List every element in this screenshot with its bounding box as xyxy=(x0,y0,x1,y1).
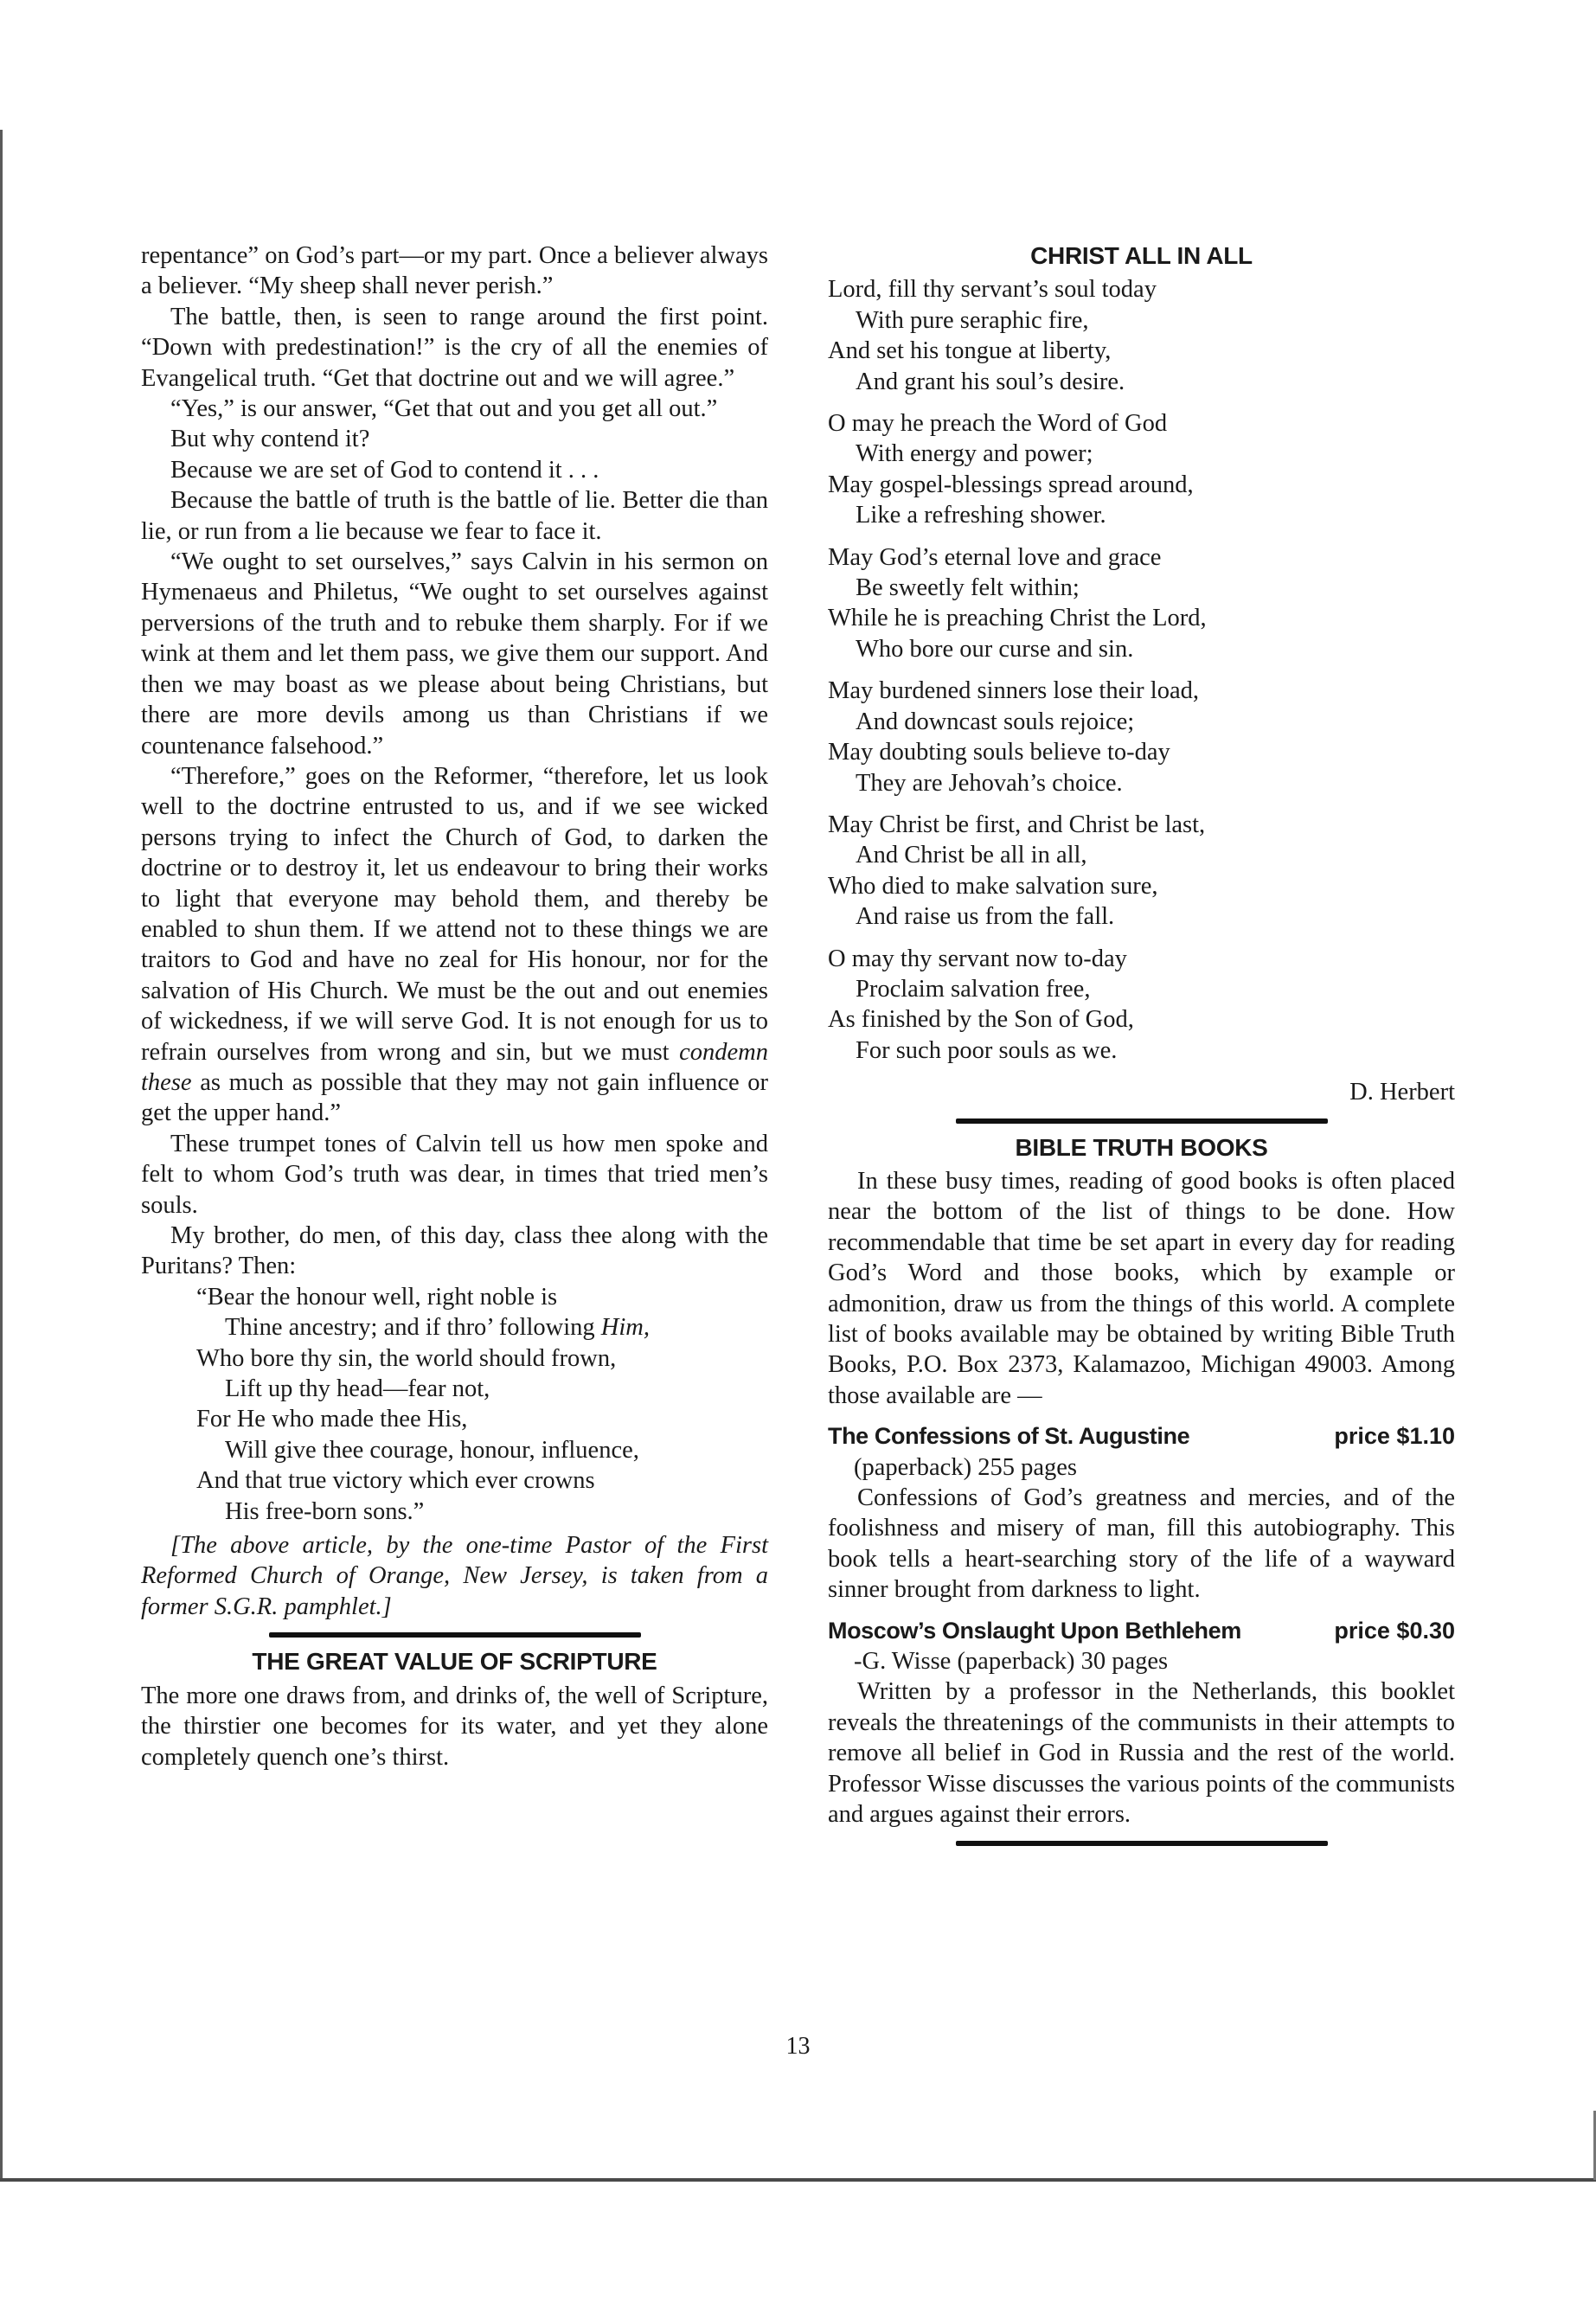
paragraph: In these busy times, reading of good books is often placed near the bottom of the list of things to be done. How recommendable that time be set apart in every day for reading God’s Word and those books, which by example or admonition, draw us from the things of this world. A complete list of books available may be obtained by writing Bible Truth Books, P.O. Box 2373, Kalamazoo, Michigan 49003. Among those available are — xyxy=(828,1167,1455,1409)
quoted-poem xyxy=(141,1282,768,1527)
section-heading: BIBLE TRUTH BOOKS xyxy=(1015,1133,1268,1161)
poem-line: For He who made thee His, xyxy=(196,1406,468,1433)
poem-line: And Christ be all in all, xyxy=(856,842,1087,869)
poem-line xyxy=(141,1312,768,1343)
emphasis-text: condemn these xyxy=(141,1038,769,1096)
book-title: The Confessions of St. Augustine xyxy=(828,1423,1190,1450)
text-run: as much as possible that they may not gain influence or get the upper hand.” xyxy=(141,1068,769,1127)
poem-line: May burdened sinners lose their load, xyxy=(828,677,1199,705)
poem-line: Who bore our curse and sin. xyxy=(856,635,1134,663)
book-description: Confessions of God’s greatness and mercies, and of the foolishness and misery of man, fill this autobiography. This book tells a heart-searching story of the life of a wayward sinner brought from darkness to light. xyxy=(828,1484,1455,1604)
poem-stanza xyxy=(828,408,1455,531)
book-entry xyxy=(828,1616,1455,1830)
poem-line: “Bear the honour well, right noble is xyxy=(196,1283,558,1311)
paragraph: These trumpet tones of Calvin tell us how men spoke and felt to whom God’s truth was dear, in times that tried men’s souls. xyxy=(141,1130,768,1219)
poem-title: CHRIST ALL IN ALL xyxy=(1030,242,1253,269)
poem-stanza xyxy=(828,274,1455,397)
poem-line: They are Jehovah’s choice. xyxy=(856,769,1123,797)
paragraph: Because we are set of God to contend it . . . xyxy=(170,456,599,484)
section-heading: THE GREAT VALUE OF SCRIPTURE xyxy=(252,1648,657,1676)
poem-stanza xyxy=(828,810,1455,933)
poem-line: May doubting souls believe to-day xyxy=(828,739,1170,766)
poem-line: Who died to make salvation sure, xyxy=(828,872,1158,900)
poem-line: Be sweetly felt within; xyxy=(856,574,1080,602)
scan-left-edge xyxy=(0,130,3,2180)
poem-stanza xyxy=(828,944,1455,1067)
paragraph: repentance” on God’s part—or my part. Once a believer always a believer. “My sheep shall never perish.” xyxy=(141,242,768,300)
poem-line: Proclaim salvation free, xyxy=(856,975,1091,1003)
paragraph: The more one draws from, and drinks of, the well of Scripture, the thirstier one becomes for its water, and yet they alone completely quench one’s thirst. xyxy=(141,1682,768,1771)
book-price: price $1.10 xyxy=(1334,1423,1455,1450)
poem-line: His free-born sons.” xyxy=(225,1497,425,1525)
scan-top-margin xyxy=(0,0,1596,130)
poem-line: May God’s eternal love and grace xyxy=(828,543,1162,571)
poem-line: And downcast souls rejoice; xyxy=(856,708,1135,735)
poem-line: O may thy servant now to-day xyxy=(828,945,1127,972)
right-column xyxy=(828,240,1455,1855)
poem-line: And grant his soul’s desire. xyxy=(856,368,1125,395)
paragraph xyxy=(141,761,768,1129)
poem-line: O may he preach the Word of God xyxy=(828,410,1168,438)
poem-line: And raise us from the fall. xyxy=(856,903,1115,931)
book-details: (paperback) 255 pages xyxy=(854,1453,1077,1481)
paragraph: “Yes,” is our answer, “Get that out and you get all out.” xyxy=(170,395,718,423)
book-entry xyxy=(828,1421,1455,1605)
poem-line: Will give thee courage, honour, influence, xyxy=(225,1436,639,1464)
poem-line: And that true victory which ever crowns xyxy=(196,1467,595,1495)
poem-stanza xyxy=(828,542,1455,665)
poem-stanza xyxy=(828,676,1455,798)
paragraph: Because the battle of truth is the battle of lie. Better die than lie, or run from a lie because we fear to face it. xyxy=(141,487,768,545)
left-column xyxy=(141,240,768,1772)
section-divider xyxy=(956,1118,1328,1124)
book-header xyxy=(828,1421,1455,1452)
editorial-note: [The above article, by the one-time Pastor of the First Reformed Church of Orange, New Jersey, is taken from a former S.G.R. pamphlet.] xyxy=(141,1532,768,1620)
paragraph: But why contend it? xyxy=(170,426,370,453)
poem-author: D. Herbert xyxy=(1349,1079,1455,1106)
poem-line: While he is preaching Christ the Lord, xyxy=(828,605,1207,632)
section-divider xyxy=(269,1632,641,1638)
book-title: Moscow’s Onslaught Upon Bethlehem xyxy=(828,1617,1241,1644)
poem-line: Lord, fill thy servant’s soul today xyxy=(828,276,1157,304)
section-divider xyxy=(956,1841,1328,1846)
book-details: -G. Wisse (paperback) 30 pages xyxy=(854,1648,1169,1676)
poem-line: And set his tongue at liberty, xyxy=(828,337,1112,365)
poem-line: Like a refreshing shower. xyxy=(856,502,1106,529)
poem-line: May gospel-blessings spread around, xyxy=(828,471,1194,498)
text-run: “Therefore,” goes on the Reformer, “therefore, let us look well to the doctrine entrusted to us, and if we see wicked persons trying to infect the Church of God, to darken the doctrine or to destroy it, let us endeavour to bring their works to light that everyone may behold them, and thereby be enabled to shun them. If we attend not to these things we are traitors to God and have no zeal for His honour, nor for the salvation of His Church. We must be the out and out enemies of wickedness, if we will serve God. It is not enough for us to refrain ourselves from wrong and sin, but we must xyxy=(141,762,768,1066)
poem-line: Lift up thy head—fear not, xyxy=(225,1375,490,1403)
book-price: price $0.30 xyxy=(1334,1617,1455,1644)
book-header xyxy=(828,1616,1455,1646)
paragraph: My brother, do men, of this day, class thee along with the Puritans? Then: xyxy=(141,1222,768,1280)
emphasis-text: Him, xyxy=(600,1314,650,1342)
page-number: 13 xyxy=(785,2033,811,2060)
book-description: Written by a professor in the Netherlands, this booklet reveals the threatenings of the communists in their attempts to remove all belief in God in Russia and the rest of the world. Professor Wisse discusses the various points of the communists and argues against their errors. xyxy=(828,1678,1455,1829)
poem-line: Who bore thy sin, the world should frown, xyxy=(196,1344,617,1372)
poem-line: With pure seraphic fire, xyxy=(856,306,1089,334)
poem-line: With energy and power; xyxy=(856,440,1093,468)
poem-line: As finished by the Son of God, xyxy=(828,1006,1134,1034)
poem-line: For such poor souls as we. xyxy=(856,1036,1118,1064)
text-run: Thine ancestry; and if thro’ following xyxy=(225,1314,595,1342)
scan-bottom-edge xyxy=(0,2178,1596,2182)
paragraph: “We ought to set ourselves,” says Calvin in his sermon on Hymenaeus and Philetus, “We ought to set ourselves against perversions of the truth and to rebuke them sharply. For if we wink at them and let them pass, we give them our support. And then we may boast as we please about being Christians, but there are more devils among us than Christians if we countenance falsehood.” xyxy=(141,548,768,760)
paragraph: The battle, then, is seen to range around the first point. “Down with predestination!” is the cry of all the enemies of Evangelical truth. “Get that doctrine out and we will agree.” xyxy=(141,303,768,392)
poem-line: May Christ be first, and Christ be last, xyxy=(828,811,1206,838)
